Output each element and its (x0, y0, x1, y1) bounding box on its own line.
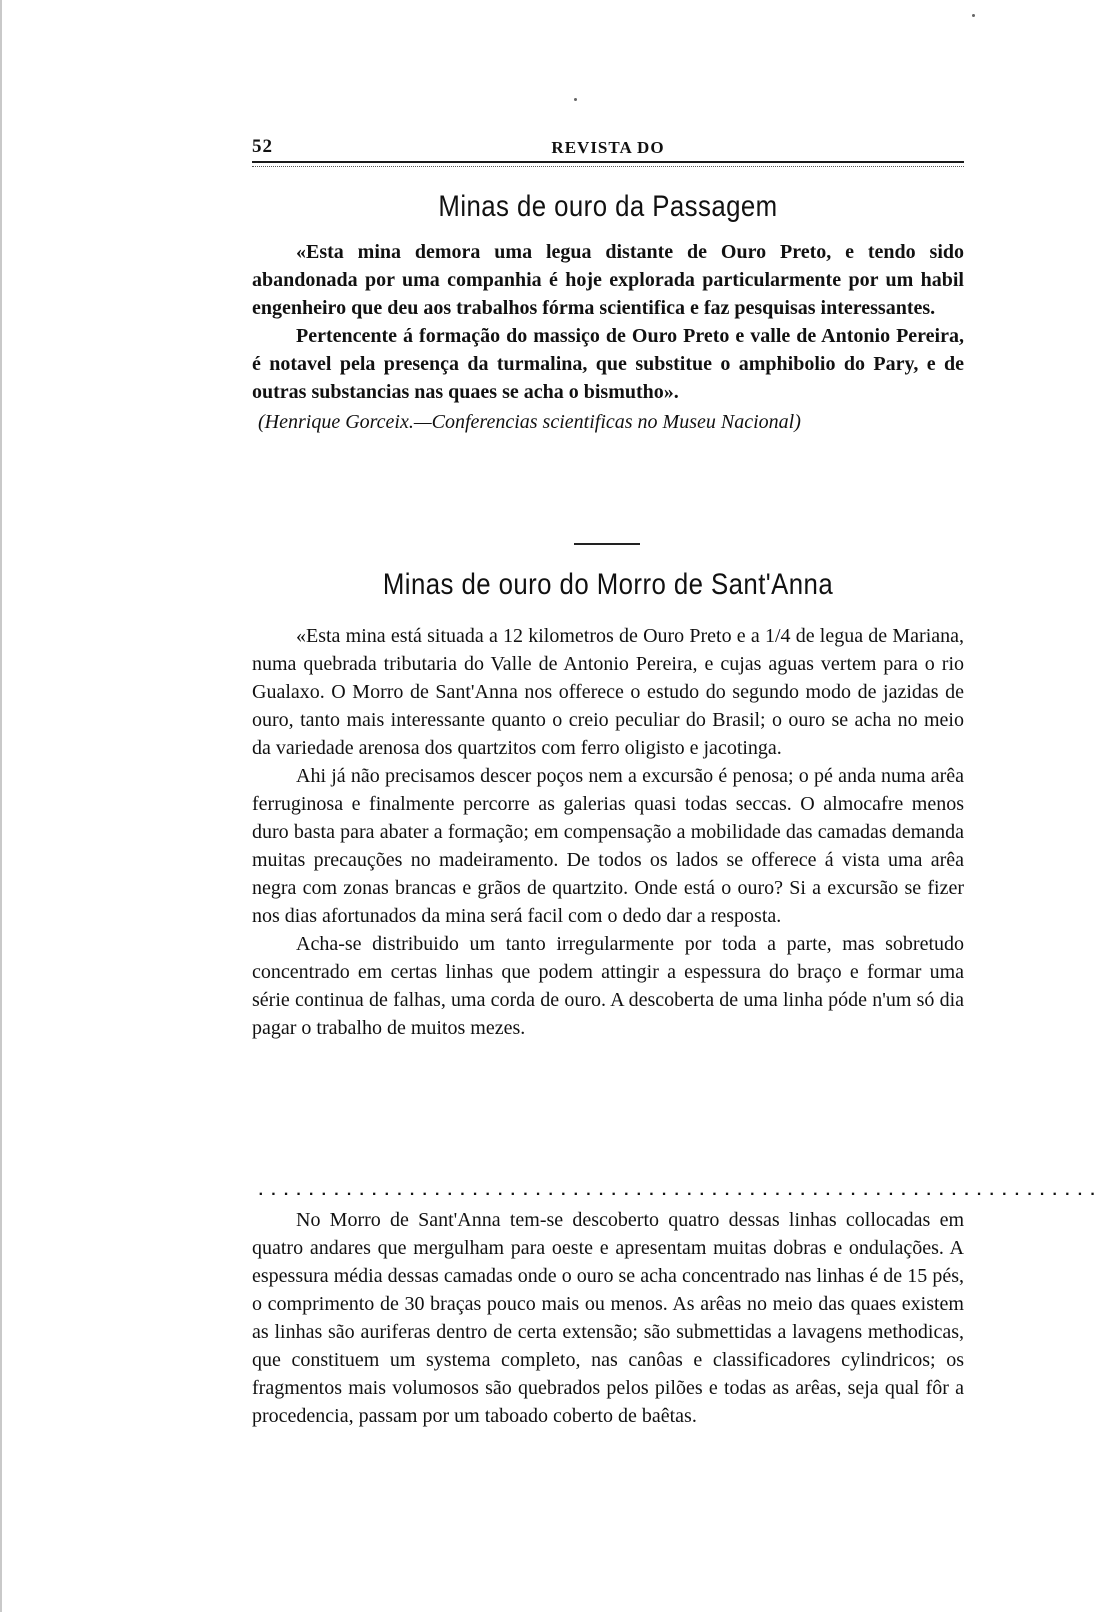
article-passagem (252, 190, 964, 436)
paragraph: Pertencente á formação do massiço de Ouro Preto e valle de Antonio Pereira, é notavel pela presença da turmalina, que substitue o amphibolio do Pary, e de outras substancias nas quaes se acha o bismutho». (252, 325, 964, 403)
paragraph: «Esta mina demora uma legua distante de Ouro Preto, e tendo sido abandonada por uma companhia é hoje explorada particularmente por um habil engenheiro que deu aos trabalhos fórma scientifica e faz pesquisas interessantes. (252, 241, 964, 319)
section-separator (574, 543, 640, 545)
header-rule (252, 161, 964, 167)
omission-dots: ................................................................... (256, 1182, 1100, 1200)
print-speck (972, 14, 975, 17)
print-speck (574, 98, 577, 101)
paragraph: Acha-se distribuido um tanto irregularmente por toda a parte, mas sobretudo concentrado em certas linhas que podem attingir a espessura do braço e formar uma série continua de falhas, uma corda de ouro. A descoberta de uma linha póde n'um só dia pagar o trabalho de muitos mezes. (252, 933, 964, 1039)
article-continuation (252, 1206, 964, 1430)
article-title: Minas de ouro do Morro de Sant'Anna (382, 568, 834, 601)
paragraph: Ahi já não precisamos descer poços nem a excursão é penosa; o pé anda numa arêa ferruginosa e finalmente percorre as galerias quasi todas seccas. O almocafre menos duro basta para abater a formação; em compensação a mobilidade das camadas demanda muitas precauções no madeiramento. De todos os lados se offerece á vista uma arêa negra com zonas brancas e grãos de quartzito. Onde está o ouro? Si a excursão se fizer nos dias afortunados da mina será facil com o dedo dar a resposta. (252, 765, 964, 927)
paragraph: «Esta mina está situada a 12 kilometros de Ouro Preto e a 1/4 de legua de Mariana, numa quebrada tributaria do Valle de Antonio Pereira, e cujas aguas vertem para o rio Gualaxo. O Morro de Sant'Anna nos offerece o estudo do segundo modo de jazidas de ouro, tanto mais interessante quanto o creio peculiar do Brasil; o ouro se acha no meio da variedade arenosa dos quartzitos com ferro oligisto e jacotinga. (252, 625, 964, 759)
citation: (Henrique Gorceix.—Conferencias scientificas no Museu Nacional) (258, 411, 801, 433)
journal-title: REVISTA DO (551, 138, 665, 157)
article-title: Minas de ouro da Passagem (438, 190, 778, 223)
running-head (252, 132, 964, 160)
paragraph: No Morro de Sant'Anna tem-se descoberto quatro dessas linhas collocadas em quatro andares que mergulham para oeste e apresentam muitas dobras e ondulações. A espessura média dessas camadas onde o ouro se acha concentrado nas linhas é de 15 pés, o comprimento de 30 braças pouco mais ou menos. As arêas no meio das quaes existem as linhas são auriferas dentro de certa extensão; são submettidas a lavagens methodicas, que constituem um systema completo, nas canôas e classificadores cylindricos; os fragmentos mais volumosos são quebrados pelos pilões e todas as arêas, seja qual fôr a procedencia, passam por um taboado coberto de baêtas. (252, 1209, 964, 1427)
page-edge (0, 0, 2, 1612)
article-morro-de-santanna (252, 568, 964, 1042)
page-number: 52 (252, 136, 273, 157)
